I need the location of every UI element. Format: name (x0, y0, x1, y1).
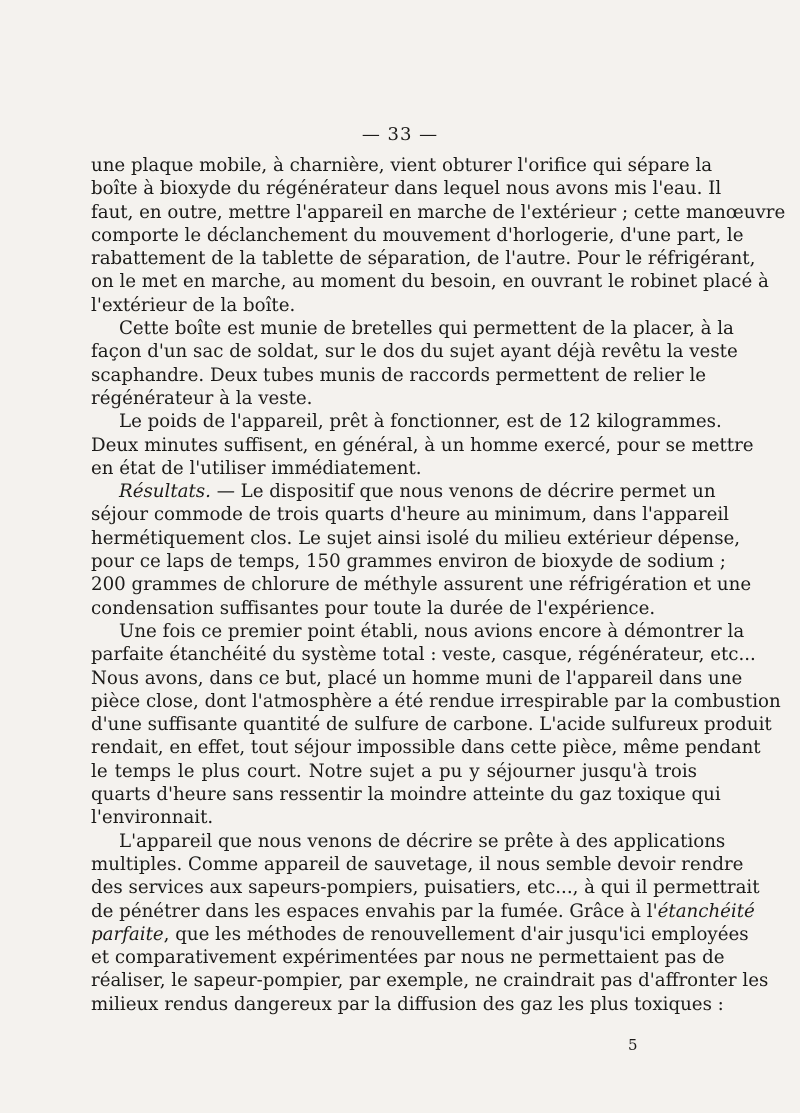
text-line: on le met en marche, au moment du besoin, en ouvrant le robinet placé à (91, 271, 769, 293)
page-number: — 33 — (361, 124, 439, 145)
text-line: pour ce laps de temps, 150 grammes environ de bioxyde de sodium ; (91, 551, 726, 573)
text-line: milieux rendus dangereux par la diffusion des gaz les plus toxiques : (91, 993, 724, 1015)
text-line: 200 grammes de chlorure de méthyle assurent une réfrigération et une (91, 574, 752, 596)
text-line: pièce close, dont l'atmosphère a été rendue irrespirable par la combustion (91, 690, 781, 712)
text-line: faut, en outre, mettre l'appareil en marche de l'extérieur ; cette manœuvre (91, 201, 786, 223)
signature-mark: 5 (628, 1036, 638, 1054)
text-line: réaliser, le sapeur-pompier, par exemple, ne craindrait pas d'affronter les (91, 970, 769, 992)
text-line: une plaque mobile, à charnière, vient obturer l'orifice qui sépare la (91, 155, 713, 176)
text-line: en état de l'utiliser immédiatement. (91, 457, 422, 479)
text-line: d'une suffisante quantité de sulfure de carbone. L'acide sulfureux produit (91, 714, 772, 736)
text-line: de pénétrer dans les espaces envahis par la fumée. Grâce à l'étanchéité (91, 900, 755, 922)
text-line: boîte à bioxyde du régénérateur dans lequel nous avons mis l'eau. Il (91, 178, 722, 200)
text-line: l'environnait. (91, 807, 214, 829)
text-line: façon d'un sac de soldat, sur le dos du sujet ayant déjà revêtu la veste (91, 341, 738, 363)
text-line: le temps le plus court. Notre sujet a pu y séjourner jusqu'à trois (91, 760, 697, 782)
text-line: des services aux sapeurs-pompiers, puisatiers, etc..., à qui il permettrait (91, 877, 760, 899)
text-line: rabattement de la tablette de séparation, de l'autre. Pour le réfrigérant, (91, 248, 756, 270)
text-line: L'appareil que nous venons de décrire se prête à des applications (119, 830, 726, 852)
text-line: l'extérieur de la boîte. (91, 294, 296, 316)
text-line: et comparativement expérimentées par nous ne permettaient pas de (91, 947, 725, 969)
text-line: Cette boîte est munie de bretelles qui permettent de la placer, à la (119, 318, 734, 340)
text-line: Une fois ce premier point établi, nous avions encore à démontrer la (119, 620, 745, 642)
text-line: comporte le déclanchement du mouvement d'horlogerie, d'une part, le (91, 224, 744, 246)
text-line: parfaite, que les méthodes de renouvellement d'air jusqu'ici employées (91, 923, 749, 945)
text-line: Deux minutes suffisent, en général, à un homme exercé, pour se mettre (91, 434, 754, 456)
text-line: séjour commode de trois quarts d'heure au minimum, dans l'appareil (91, 504, 729, 526)
body-text (91, 154, 786, 1016)
text-line: régénérateur à la veste. (91, 387, 313, 409)
text-line: scaphandre. Deux tubes munis de raccords permettent de relier le (91, 364, 707, 386)
text-line: rendait, en effet, tout séjour impossible dans cette pièce, même pendant (91, 737, 761, 759)
text-line: condensation suffisantes pour toute la durée de l'expérience. (91, 597, 656, 619)
text-line: parfaite étanchéité du système total : veste, casque, régénérateur, etc... (91, 644, 756, 666)
text-line: hermétiquement clos. Le sujet ainsi isolé du milieu extérieur dépense, (91, 527, 741, 549)
text-line: quarts d'heure sans ressentir la moindre atteinte du gaz toxique qui (91, 784, 721, 806)
text-line: multiples. Comme appareil de sauvetage, il nous semble devoir rendre (91, 853, 744, 875)
text-line: Nous avons, dans ce but, placé un homme muni de l'appareil dans une (91, 667, 743, 689)
text-line: Résultats. — Le dispositif que nous venons de décrire permet un (119, 481, 716, 503)
text-line: Le poids de l'appareil, prêt à fonctionner, est de 12 kilogrammes. (119, 411, 722, 433)
